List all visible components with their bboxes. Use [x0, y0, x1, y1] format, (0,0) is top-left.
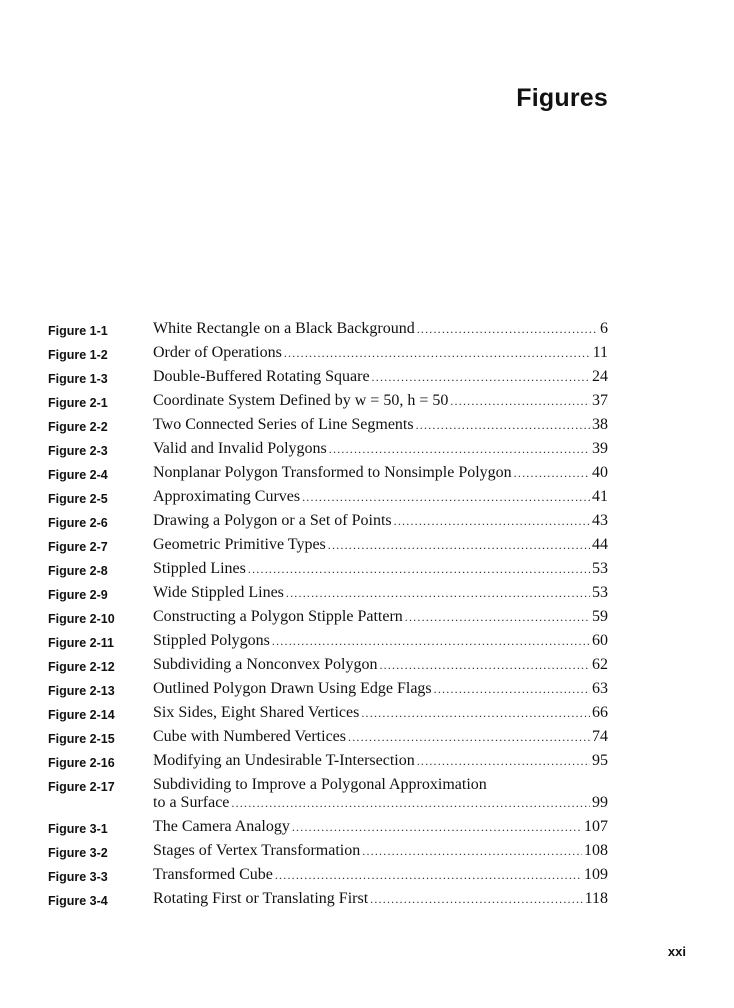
- figure-number: Figure 2-5: [48, 492, 108, 506]
- figure-number: Figure 2-15: [48, 732, 115, 746]
- figure-entry: [0, 367, 734, 391]
- figure-title: Wide Stippled Lines: [153, 584, 284, 601]
- page-number: 53: [592, 560, 608, 577]
- figure-title: Coordinate System Defined by w = 50, h = 50: [153, 392, 449, 409]
- figure-entry: [0, 583, 734, 607]
- dot-leader: [405, 610, 590, 625]
- page-number: 62: [592, 656, 608, 673]
- figure-entry: [0, 679, 734, 703]
- figure-number: Figure 2-13: [48, 684, 115, 698]
- figures-list: [0, 319, 734, 913]
- figure-entry-line: [153, 890, 608, 908]
- page-number: 63: [592, 680, 608, 697]
- figure-entry: [0, 631, 734, 655]
- page-number: 39: [592, 440, 608, 457]
- dot-leader: [286, 586, 590, 601]
- page-number: 24: [592, 368, 608, 385]
- figure-title: White Rectangle on a Black Background: [153, 320, 415, 337]
- figure-entry-line: [153, 488, 608, 506]
- figure-entry: [0, 391, 734, 415]
- figure-entry: [0, 703, 734, 727]
- figure-entry-line: [153, 536, 608, 554]
- figure-title: Six Sides, Eight Shared Vertices: [153, 704, 360, 721]
- figure-entry-line: [153, 656, 608, 674]
- page-number: 37: [592, 392, 608, 409]
- page-number: 43: [592, 512, 608, 529]
- figure-title: Double-Buffered Rotating Square: [153, 368, 370, 385]
- figure-title: Constructing a Polygon Stipple Pattern: [153, 608, 403, 625]
- dot-leader: [284, 346, 591, 361]
- figure-entry: [0, 319, 734, 343]
- dot-leader: [248, 562, 590, 577]
- dot-leader: [379, 658, 590, 673]
- figure-entry-line: [153, 680, 608, 698]
- page-number: 95: [592, 752, 608, 769]
- figure-number: Figure 3-1: [48, 822, 108, 836]
- figure-entry: [0, 865, 734, 889]
- figure-number: Figure 2-10: [48, 612, 115, 626]
- figure-entry-line: [153, 632, 608, 650]
- figure-number: Figure 2-12: [48, 660, 115, 674]
- figure-entry: [0, 343, 734, 367]
- figure-entry-line: [153, 392, 608, 410]
- figure-title: Valid and Invalid Polygons: [153, 440, 327, 457]
- dot-leader: [394, 514, 590, 529]
- figure-title: Two Connected Series of Line Segments: [153, 416, 414, 433]
- page-number: 109: [584, 866, 608, 883]
- dot-leader: [348, 730, 590, 745]
- page-number: 53: [592, 584, 608, 601]
- figure-entry: [0, 487, 734, 511]
- figure-number: Figure 3-3: [48, 870, 108, 884]
- figure-number: Figure 1-1: [48, 324, 108, 338]
- dot-leader: [372, 370, 590, 385]
- figure-title: Stippled Polygons: [153, 632, 270, 649]
- figure-title: Geometric Primitive Types: [153, 536, 326, 553]
- dot-leader: [416, 418, 590, 433]
- figure-entry: [0, 607, 734, 631]
- figure-entry-line: [153, 842, 608, 860]
- page-number: 108: [584, 842, 608, 859]
- dot-leader: [450, 394, 590, 409]
- figure-number: Figure 2-6: [48, 516, 108, 530]
- figure-number: Figure 2-2: [48, 420, 108, 434]
- dot-leader: [292, 820, 582, 835]
- page-number: 99: [592, 794, 608, 811]
- figure-entry: [0, 439, 734, 463]
- figure-entry: [0, 841, 734, 865]
- figure-number: Figure 2-11: [48, 636, 114, 650]
- figure-entry-line: [153, 866, 608, 884]
- page-number: 41: [592, 488, 608, 505]
- dot-leader: [272, 634, 590, 649]
- figure-entry-line: [153, 776, 608, 794]
- figure-number: Figure 2-8: [48, 564, 108, 578]
- figure-number: Figure 2-9: [48, 588, 108, 602]
- page-number: 107: [584, 818, 608, 835]
- figure-number: Figure 3-2: [48, 846, 108, 860]
- figure-entry-line: [153, 584, 608, 602]
- figure-title: The Camera Analogy: [153, 818, 290, 835]
- figure-number: Figure 2-1: [48, 396, 108, 410]
- figure-number: Figure 2-7: [48, 540, 108, 554]
- figure-title: Stippled Lines: [153, 560, 246, 577]
- figure-title: Transformed Cube: [153, 866, 273, 883]
- figure-entry-line: [153, 464, 608, 482]
- figure-entry-line: [153, 560, 608, 578]
- page-number: 44: [592, 536, 608, 553]
- dot-leader: [417, 322, 598, 337]
- page-number: 11: [592, 344, 608, 361]
- figure-entry-line: [153, 728, 608, 746]
- figure-title: Subdividing a Nonconvex Polygon: [153, 656, 378, 673]
- dot-leader: [417, 754, 590, 769]
- dot-leader: [275, 868, 582, 883]
- page-number: 59: [592, 608, 608, 625]
- figure-entry: [0, 889, 734, 913]
- figure-number: Figure 1-3: [48, 372, 108, 386]
- figure-entry: [0, 535, 734, 559]
- page-number: 38: [592, 416, 608, 433]
- figure-entry-line: [153, 794, 608, 812]
- figure-title: Nonplanar Polygon Transformed to Nonsimple Polygon: [153, 464, 512, 481]
- page-number: 118: [584, 890, 608, 907]
- figure-entry: [0, 463, 734, 487]
- figure-entry-line: [153, 704, 608, 722]
- figure-title: Rotating First or Translating First: [153, 890, 369, 907]
- figure-number: Figure 2-3: [48, 444, 108, 458]
- figure-title: to a Surface: [153, 794, 230, 811]
- figure-entry-line: [153, 320, 608, 338]
- page-number: 74: [592, 728, 608, 745]
- figure-entry: [0, 751, 734, 775]
- dot-leader: [514, 466, 590, 481]
- figure-entry-line: [153, 344, 608, 362]
- figure-number: Figure 2-16: [48, 756, 115, 770]
- page-heading: Figures: [516, 84, 608, 112]
- figure-entry: [0, 817, 734, 841]
- figure-title: Outlined Polygon Drawn Using Edge Flags: [153, 680, 432, 697]
- figure-number: Figure 2-14: [48, 708, 115, 722]
- figure-entry-line: [153, 752, 608, 770]
- figure-entry: [0, 415, 734, 439]
- figure-entry-line: [153, 818, 608, 836]
- figure-title: Cube with Numbered Vertices: [153, 728, 346, 745]
- page-number: 60: [592, 632, 608, 649]
- figure-entry-line: [153, 608, 608, 626]
- dot-leader: [362, 844, 582, 859]
- dot-leader: [328, 538, 590, 553]
- page-number: 66: [592, 704, 608, 721]
- figure-title: Subdividing to Improve a Polygonal Approximation: [153, 776, 487, 793]
- figure-entry: [0, 511, 734, 535]
- page-number: 6: [600, 320, 608, 337]
- figure-entry: [0, 655, 734, 679]
- figure-title: Approximating Curves: [153, 488, 301, 505]
- dot-leader: [361, 706, 590, 721]
- figure-number: Figure 3-4: [48, 894, 108, 908]
- figure-number: Figure 1-2: [48, 348, 108, 362]
- figure-entry-line: [153, 368, 608, 386]
- figure-entry-line: [153, 416, 608, 434]
- dot-leader: [370, 892, 582, 907]
- figure-title: Drawing a Polygon or a Set of Points: [153, 512, 392, 529]
- figure-title: Modifying an Undesirable T-Intersection: [153, 752, 415, 769]
- figure-title: Order of Operations: [153, 344, 282, 361]
- figure-entry-line: [153, 512, 608, 530]
- figure-number: Figure 2-17: [48, 780, 115, 794]
- dot-leader: [231, 796, 590, 811]
- dot-leader: [302, 490, 590, 505]
- figure-entry-line: [153, 440, 608, 458]
- figure-entry: [0, 559, 734, 583]
- dot-leader: [434, 682, 590, 697]
- page-number: 40: [592, 464, 608, 481]
- dot-leader: [329, 442, 590, 457]
- figure-number: Figure 2-4: [48, 468, 108, 482]
- page-folio: xxi: [667, 944, 686, 959]
- figure-entry: [0, 775, 734, 817]
- figure-title: Stages of Vertex Transformation: [153, 842, 361, 859]
- figure-entry: [0, 727, 734, 751]
